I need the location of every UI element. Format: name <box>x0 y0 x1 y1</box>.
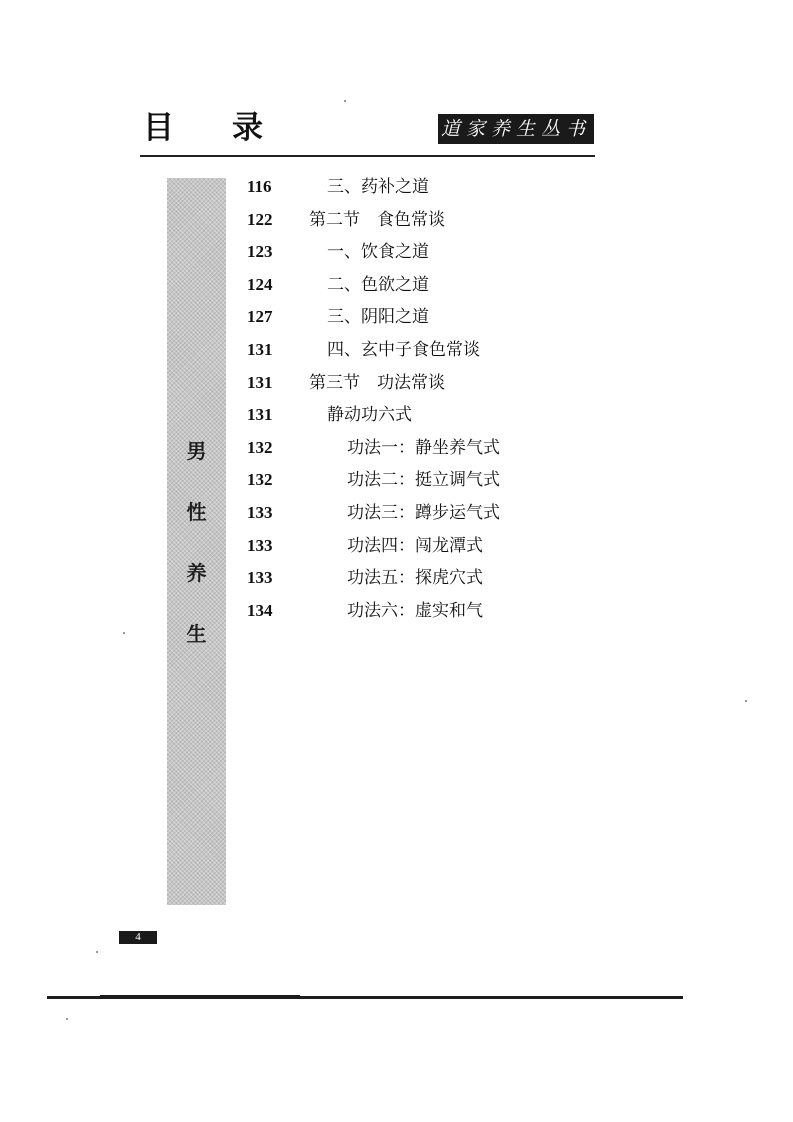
toc-entry <box>247 368 567 401</box>
toc-entry-title: 功法一：静坐养气式 <box>347 437 500 458</box>
toc-entry-title: 三、药补之道 <box>327 177 429 197</box>
side-band-char: 性 <box>186 500 207 524</box>
toc-entry <box>247 400 567 433</box>
scan-speck <box>96 951 98 953</box>
side-band <box>167 178 226 905</box>
toc-entry <box>247 172 567 205</box>
toc-entry <box>247 498 567 531</box>
toc-page-number: 134 <box>247 600 273 620</box>
toc-page-number: 132 <box>247 437 273 457</box>
toc-entry-title: 第三节 功法常谈 <box>309 372 445 393</box>
toc-entry <box>247 237 567 270</box>
toc-list <box>247 172 567 628</box>
toc-page-number: 133 <box>247 568 273 588</box>
toc-entry-title: 功法二：挺立调气式 <box>347 470 500 491</box>
side-band-title <box>167 438 226 682</box>
toc-entry <box>247 596 567 629</box>
toc-page-number: 132 <box>247 470 273 490</box>
toc-entry <box>247 335 567 368</box>
toc-entry-title: 功法四：闯龙潭式 <box>347 535 483 556</box>
toc-page-number: 131 <box>247 405 273 425</box>
toc-entry <box>247 433 567 466</box>
toc-page-number: 127 <box>247 307 273 327</box>
toc-entry-title: 四、玄中子食色常谈 <box>327 339 480 360</box>
page-title: 目录 <box>143 110 321 146</box>
toc-entry <box>247 563 567 596</box>
side-band-char: 男 <box>186 439 207 463</box>
toc-entry-title: 功法五：探虎穴式 <box>347 568 483 589</box>
toc-entry-title: 功法三：蹲步运气式 <box>347 502 500 523</box>
toc-entry-title: 第二节 食色常谈 <box>309 209 445 230</box>
toc-entry <box>247 205 567 238</box>
series-badge: 道家养生丛书 <box>438 114 594 144</box>
toc-entry <box>247 270 567 303</box>
header-divider <box>140 155 595 157</box>
toc-page-number: 122 <box>247 209 273 229</box>
toc-entry <box>247 302 567 335</box>
footer-divider-accent <box>100 995 300 999</box>
scan-speck <box>66 1018 68 1020</box>
toc-entry-title: 功法六：虚实和气 <box>347 600 483 621</box>
toc-entry-title: 一、饮食之道 <box>327 242 429 263</box>
side-band-char: 养 <box>186 561 207 585</box>
toc-page-number: 131 <box>247 372 273 392</box>
toc-entry <box>247 465 567 498</box>
page-number: 4 <box>119 931 157 944</box>
toc-entry-title: 三、阴阳之道 <box>327 307 429 328</box>
toc-page-number: 123 <box>247 242 273 262</box>
toc-entry-title: 静动功六式 <box>327 405 412 426</box>
toc-page-number: 116 <box>247 177 272 196</box>
scan-speck <box>745 700 747 702</box>
scan-speck <box>123 632 125 634</box>
toc-page-number: 124 <box>247 274 273 294</box>
toc-page-number: 133 <box>247 535 273 555</box>
side-band-char: 生 <box>186 622 207 646</box>
toc-page-number: 131 <box>247 339 273 359</box>
scan-speck <box>344 100 346 102</box>
toc-page-number: 133 <box>247 502 273 522</box>
toc-entry-title: 二、色欲之道 <box>327 274 429 295</box>
toc-entry <box>247 531 567 564</box>
